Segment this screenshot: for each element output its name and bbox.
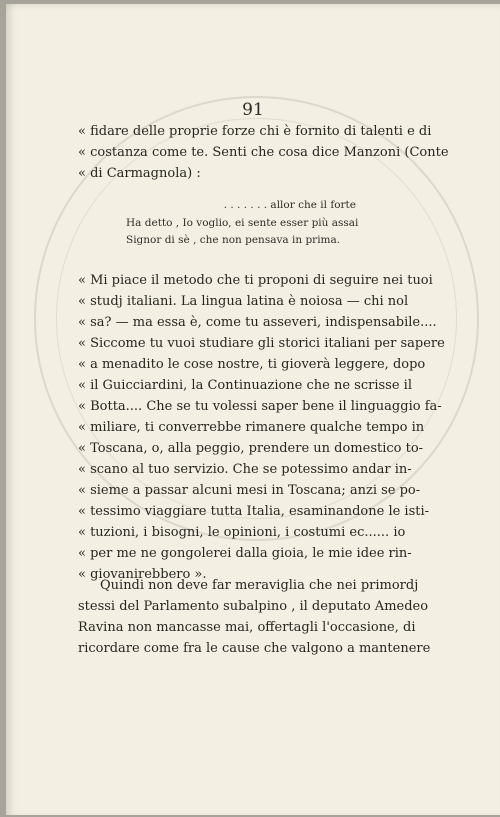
text-line: ricordare come fra le cause che valgono a mantenere — [78, 641, 431, 656]
text-line: « studj italiani. La lingua latina è noiosa — chi nol — [78, 294, 409, 309]
text-line: « a menadito le cose nostre, ti gioverà leggere, dopo — [78, 357, 426, 372]
text-line: « scano al tuo servizio. Che se potessimo andar in- — [78, 462, 412, 477]
opening-quote-block — [78, 121, 449, 184]
text-line: Quindi non deve far meraviglia che nei primordj — [100, 578, 419, 593]
text-line: « costanza come te. Senti che cosa dice Manzoni (Conte — [78, 145, 449, 160]
text-line: « tessimo viaggiare tutta Italia, esaminandone le isti- — [78, 504, 430, 519]
verse-line: . . . . . . . allor che il forte — [223, 199, 356, 211]
text-line: « il Guicciardini, la Continuazione che ne scrisse il — [78, 378, 412, 393]
text-line: « Botta.... Che se tu volessi saper bene il linguaggio fa- — [78, 399, 442, 414]
text-line: « miliare, ti converrebbe rimanere qualche tempo in — [78, 420, 425, 435]
text-line: stessi del Parlamento subalpino , il deputato Amedeo — [78, 599, 429, 614]
body-paragraph — [78, 575, 431, 659]
text-line: « di Carmagnola) : — [78, 166, 201, 181]
text-line: Ravina non mancasse mai, offertagli l'occasione, di — [78, 620, 416, 635]
page-number: 91 — [242, 100, 264, 120]
verse-line: Ha detto , Io voglio, ei sente esser più assai — [126, 216, 359, 229]
text-line: « giovanirebbero ». — [78, 567, 207, 582]
text-line: « sa? — ma essa è, come tu asseveri, indispensabile.... — [78, 315, 437, 330]
text-line: « Toscana, o, alla peggio, prendere un domestico to- — [78, 441, 424, 456]
text-line: « Mi piace il metodo che ti proponi di seguire nei tuoi — [78, 273, 433, 288]
text-line: « per me ne gongolerei dalla gioia, le mie idee rin- — [78, 546, 412, 561]
text-line: « fidare delle proprie forze chi è fornito di talenti e di — [78, 124, 432, 139]
text-line: « tuzioni, i bisogni, le opinioni, i costumi ec...... io — [78, 525, 406, 540]
letter-quote-block — [78, 270, 445, 585]
verse-quotation — [126, 197, 359, 250]
book-page — [6, 4, 500, 815]
text-line: « sieme a passar alcuni mesi in Toscana; anzi se po- — [78, 483, 421, 498]
text-line: « Siccome tu vuoi studiare gli storici italiani per sapere — [78, 336, 445, 351]
verse-line: Signor di sè , che non pensava in prima. — [126, 234, 341, 246]
